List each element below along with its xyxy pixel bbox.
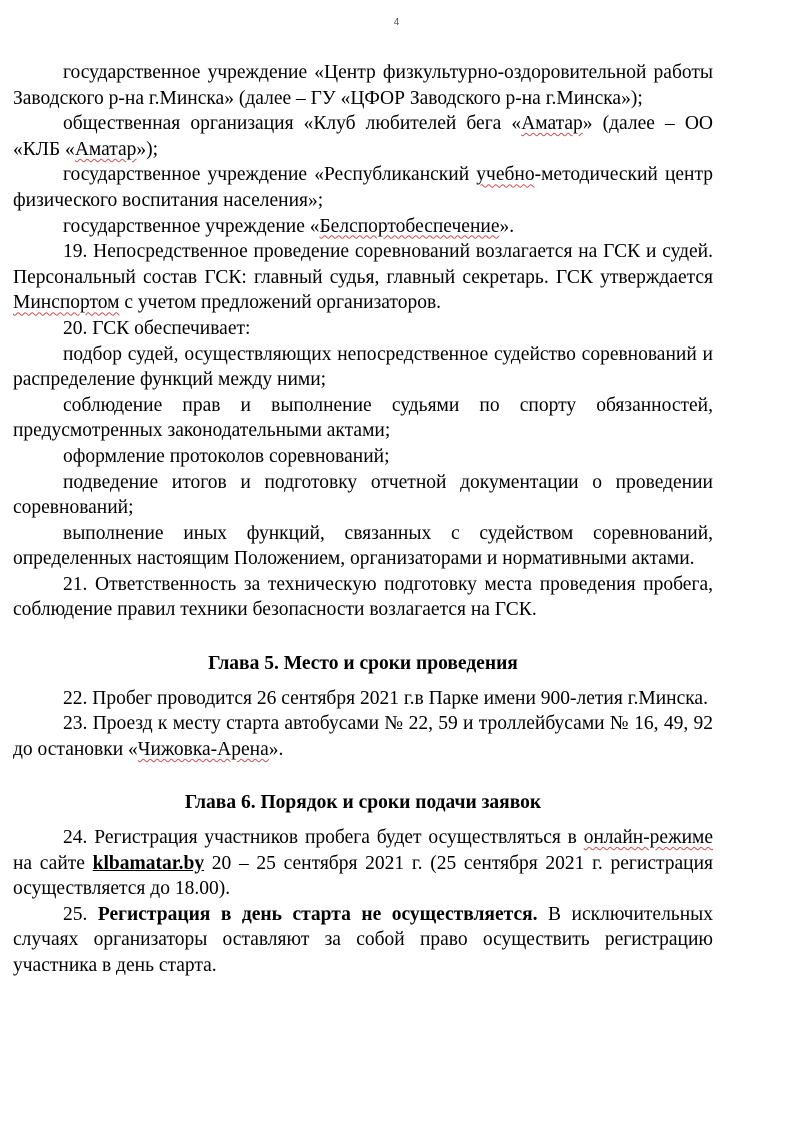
website-link[interactable]: klbamatar.by [92,852,205,874]
spellcheck-flagged-word: онлайн-режиме [583,827,713,849]
text-run: государственное учреждение « [63,215,320,237]
text-run: соблюдение прав и выполнение судьями по спорту обязанностей, предусмотренных законодательными актами; [13,394,713,442]
paragraph [13,239,713,316]
text-run: 20. ГСК обеспечивает: [63,317,251,339]
spellcheck-flagged-word: Чижовка-Арена [137,738,269,760]
text-run: государственное учреждение «Республиканский [63,164,477,186]
paragraph-group [13,686,713,763]
spellcheck-flagged-word: Аматар [74,138,137,160]
chapter-5-heading: Глава 5. Место и сроки проведения [208,653,518,675]
text-run: государственное учреждение «Центр физкультурно-оздоровительной работы Заводского р-на г.Минска» (далее – ГУ «ЦФОР Заводского р-на г.Минска»); [13,62,713,109]
paragraph [13,444,713,470]
spellcheck-flagged-word: учебно [476,164,535,186]
text-run: 24. Регистрация участников пробега будет осуществляться в [63,827,584,849]
text-run: с учетом предложений организаторов. [119,292,442,314]
text-run: »); [136,138,159,160]
paragraph [13,521,713,572]
bold-text: Регистрация в день старта не осуществляется. [97,903,538,925]
paragraph-group [13,60,713,623]
text-run: на сайте [13,852,93,874]
text-run: 20 – 25 сентября 2021 г. (25 сентября 2021 г. регистрация осуществляется до 18.00). [13,852,713,900]
spellcheck-flagged-word: Аматар [521,113,583,135]
paragraph [13,342,713,393]
paragraph-group [13,825,713,979]
spellcheck-flagged-word: Минспортом [13,292,120,314]
text-run: -методический центр физического воспитания населения»; [13,164,713,211]
paragraph [13,316,713,342]
paragraph [13,825,713,902]
text-run: В исключительных случаях организаторы оставляют за собой право осуществить регистрацию участника в день старта. [13,903,713,976]
paragraph [13,162,713,213]
spellcheck-flagged-word: Белспортобеспечение [319,215,500,237]
paragraph [13,711,713,762]
paragraph [13,572,713,623]
text-run: 19. Непосредственное проведение соревнований возлагается на ГСК и судей. Персональный состав ГСК: главный судья, главный секретарь. ГСК утверждается [13,241,713,288]
text-run: 21. Ответственность за техническую подготовку места проведения пробега, соблюдение правил техники безопасности возлагается на ГСК. [13,573,713,621]
text-run: выполнение иных функций, связанных с судейством соревнований, определенных настоящим Положением, организаторами и нормативными актами. [13,522,713,570]
paragraph [13,60,713,111]
document-body [13,60,713,979]
text-run: » (далее – ОО «КЛБ « [13,113,714,160]
text-run: подбор судей, осуществляющих непосредственное судейство соревнований и распределение функций между ними; [13,343,713,391]
paragraph [13,902,713,979]
text-run: 25. [63,903,98,925]
text-run: подведение итогов и подготовку отчетной документации о проведении соревнований; [13,471,713,519]
paragraph [13,111,713,162]
paragraph [13,470,713,521]
paragraph [13,214,713,240]
page-number: 4 [393,17,400,28]
paragraph [13,393,713,444]
text-run: 23. Проезд к месту старта автобусами № 22, 59 и троллейбусами № 16, 49, 92 до остановки « [13,713,713,760]
text-run: 22. Пробег проводится 26 сентября 2021 г.в Парке имени 900-летия г.Минска. [63,687,708,709]
chapter-6-heading: Глава 6. Порядок и сроки подачи заявок [184,792,542,814]
text-run: ». [499,215,515,237]
text-run: общественная организация «Клуб любителей бега « [63,113,522,135]
text-run: оформление протоколов соревнований; [63,445,390,467]
text-run: ». [268,738,284,760]
paragraph [13,686,713,712]
